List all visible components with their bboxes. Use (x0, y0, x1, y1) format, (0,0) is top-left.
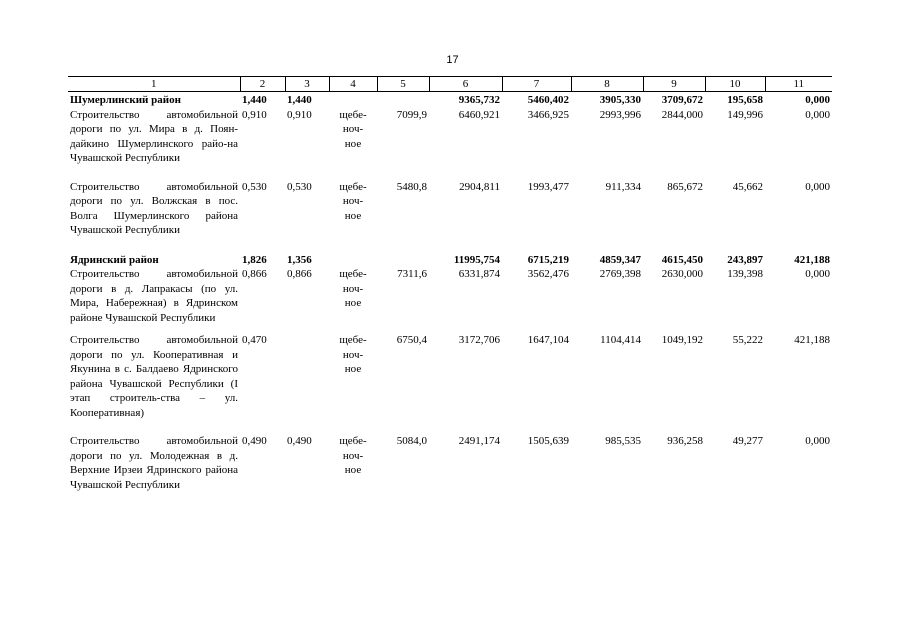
row-spacer (68, 166, 832, 180)
page-number: 17 (446, 54, 459, 66)
cell-value: 1049,192 (661, 334, 703, 346)
length-value: 0,490 (287, 435, 312, 447)
region-value: 0,000 (805, 94, 830, 106)
column-number: 2 (240, 77, 285, 92)
column-number: 11 (765, 77, 832, 92)
region-value: 6715,219 (527, 253, 569, 266)
region-total-row (68, 92, 832, 108)
length-total: 0,490 (242, 435, 267, 447)
cell-value: 0,000 (805, 435, 830, 447)
cell-value: 1993,477 (527, 180, 569, 193)
region-value (329, 252, 377, 268)
surface-type: щебе- ноч- ное (339, 108, 367, 150)
cell-value: 5480,8 (396, 180, 427, 193)
row-spacer (68, 420, 832, 434)
region-value: 1,440 (242, 94, 267, 106)
cell-value: 3466,925 (527, 108, 569, 121)
cell-value: 421,188 (794, 334, 830, 346)
cell-value: 985,535 (605, 435, 641, 447)
length-total: 0,866 (242, 268, 267, 280)
column-number: 8 (571, 77, 643, 92)
column-number: 4 (329, 77, 377, 92)
length-value: 0,530 (287, 180, 312, 193)
region-value: 1,826 (242, 253, 267, 266)
cell-value: 936,258 (667, 435, 703, 447)
column-number: 10 (705, 77, 765, 92)
region-value: 4859,347 (599, 253, 641, 266)
region-value: 9365,732 (458, 94, 500, 106)
cell-value: 139,398 (727, 268, 763, 280)
cell-value: 0,000 (805, 180, 830, 193)
region-value (377, 252, 429, 268)
cell-value: 149,996 (727, 108, 763, 121)
length-value (285, 333, 329, 420)
region-value: 3905,330 (599, 94, 641, 106)
region-value: 11995,754 (453, 253, 500, 266)
length-total: 0,470 (242, 334, 267, 346)
row-spacer (68, 492, 832, 500)
region-value (377, 92, 429, 108)
table-row (68, 180, 832, 238)
cell-value: 6331,874 (458, 268, 500, 280)
object-name: Строительство автомобильной дороги в д. Лапракасы (по ул. Мира, Набережная) в Ядринском районе Чувашской Республики (70, 268, 238, 324)
cell-value: 49,277 (732, 435, 763, 447)
table-row (68, 267, 832, 325)
surface-type: щебе- ноч- ное (339, 180, 367, 222)
region-name: Шумерлинский район (70, 94, 181, 106)
cell-value: 2769,398 (599, 268, 641, 280)
length-value: 0,910 (287, 108, 312, 121)
row-spacer (68, 238, 832, 252)
object-name: Строительство автомобильной дороги по ул. Молодежная в д. Верхние Ирзеи Ядринского района Чувашской Республики (70, 435, 238, 491)
region-value: 1,440 (287, 94, 312, 106)
column-number: 5 (377, 77, 429, 92)
region-value: 1,356 (287, 253, 312, 266)
surface-type: щебе- ноч- ное (339, 435, 367, 476)
row-spacer (68, 325, 832, 333)
cell-value: 45,662 (732, 180, 763, 193)
road-construction-table (68, 76, 832, 500)
region-value (329, 92, 377, 108)
object-name: Строительство автомобильной дороги по ул. Мира в д. Поян-дайкино Шумерлинского райо-на Чувашской Республики (70, 108, 238, 164)
object-name: Строительство автомобильной дороги по ул. Волжская в пос. Волга Шумерлинского района Чувашской Республики (70, 180, 238, 236)
region-total-row (68, 252, 832, 268)
cell-value: 1104,414 (600, 334, 641, 346)
length-total: 0,910 (242, 108, 267, 121)
cell-value: 2904,811 (459, 180, 500, 193)
cell-value: 2491,174 (458, 435, 500, 447)
region-value: 195,658 (727, 94, 763, 106)
table-row (68, 108, 832, 166)
cell-value: 911,334 (605, 180, 641, 193)
surface-type: щебе- ноч- ное (339, 268, 367, 309)
column-number: 9 (643, 77, 705, 92)
cell-value: 5084,0 (396, 435, 427, 447)
length-value: 0,866 (287, 268, 312, 280)
cell-value: 2993,996 (599, 108, 641, 121)
region-value: 421,188 (794, 253, 830, 266)
column-number: 7 (502, 77, 571, 92)
cell-value: 865,672 (667, 180, 703, 193)
column-number: 6 (429, 77, 502, 92)
region-value: 5460,402 (527, 94, 569, 106)
column-number: 1 (68, 77, 240, 92)
cell-value: 7311,6 (397, 268, 427, 280)
column-number-row (68, 77, 832, 92)
cell-value: 0,000 (805, 108, 830, 121)
cell-value: 1647,104 (527, 334, 569, 346)
surface-type: щебе- ноч- ное (339, 334, 367, 375)
column-number: 3 (285, 77, 329, 92)
cell-value: 1505,639 (527, 435, 569, 447)
table-row (68, 434, 832, 492)
region-value: 3709,672 (661, 94, 703, 106)
cell-value: 6750,4 (396, 334, 427, 346)
cell-value: 0,000 (805, 268, 830, 280)
region-value: 4615,450 (661, 253, 703, 266)
cell-value: 3172,706 (458, 334, 500, 346)
region-value: 243,897 (727, 253, 763, 266)
object-name: Строительство автомобильной дороги по ул. Кооперативная и Якунина в с. Балдаево Ядринского района Чувашской Республики (I этап строитель-ства – ул. Кооперативная) (70, 334, 238, 419)
cell-value: 2844,000 (661, 108, 703, 121)
cell-value: 2630,000 (661, 268, 703, 280)
table-row (68, 333, 832, 420)
cell-value: 55,222 (732, 334, 763, 346)
cell-value: 3562,476 (527, 268, 569, 280)
region-name: Ядринский район (70, 253, 159, 266)
length-total: 0,530 (242, 180, 267, 193)
cell-value: 7099,9 (396, 108, 427, 121)
cell-value: 6460,921 (458, 108, 500, 121)
